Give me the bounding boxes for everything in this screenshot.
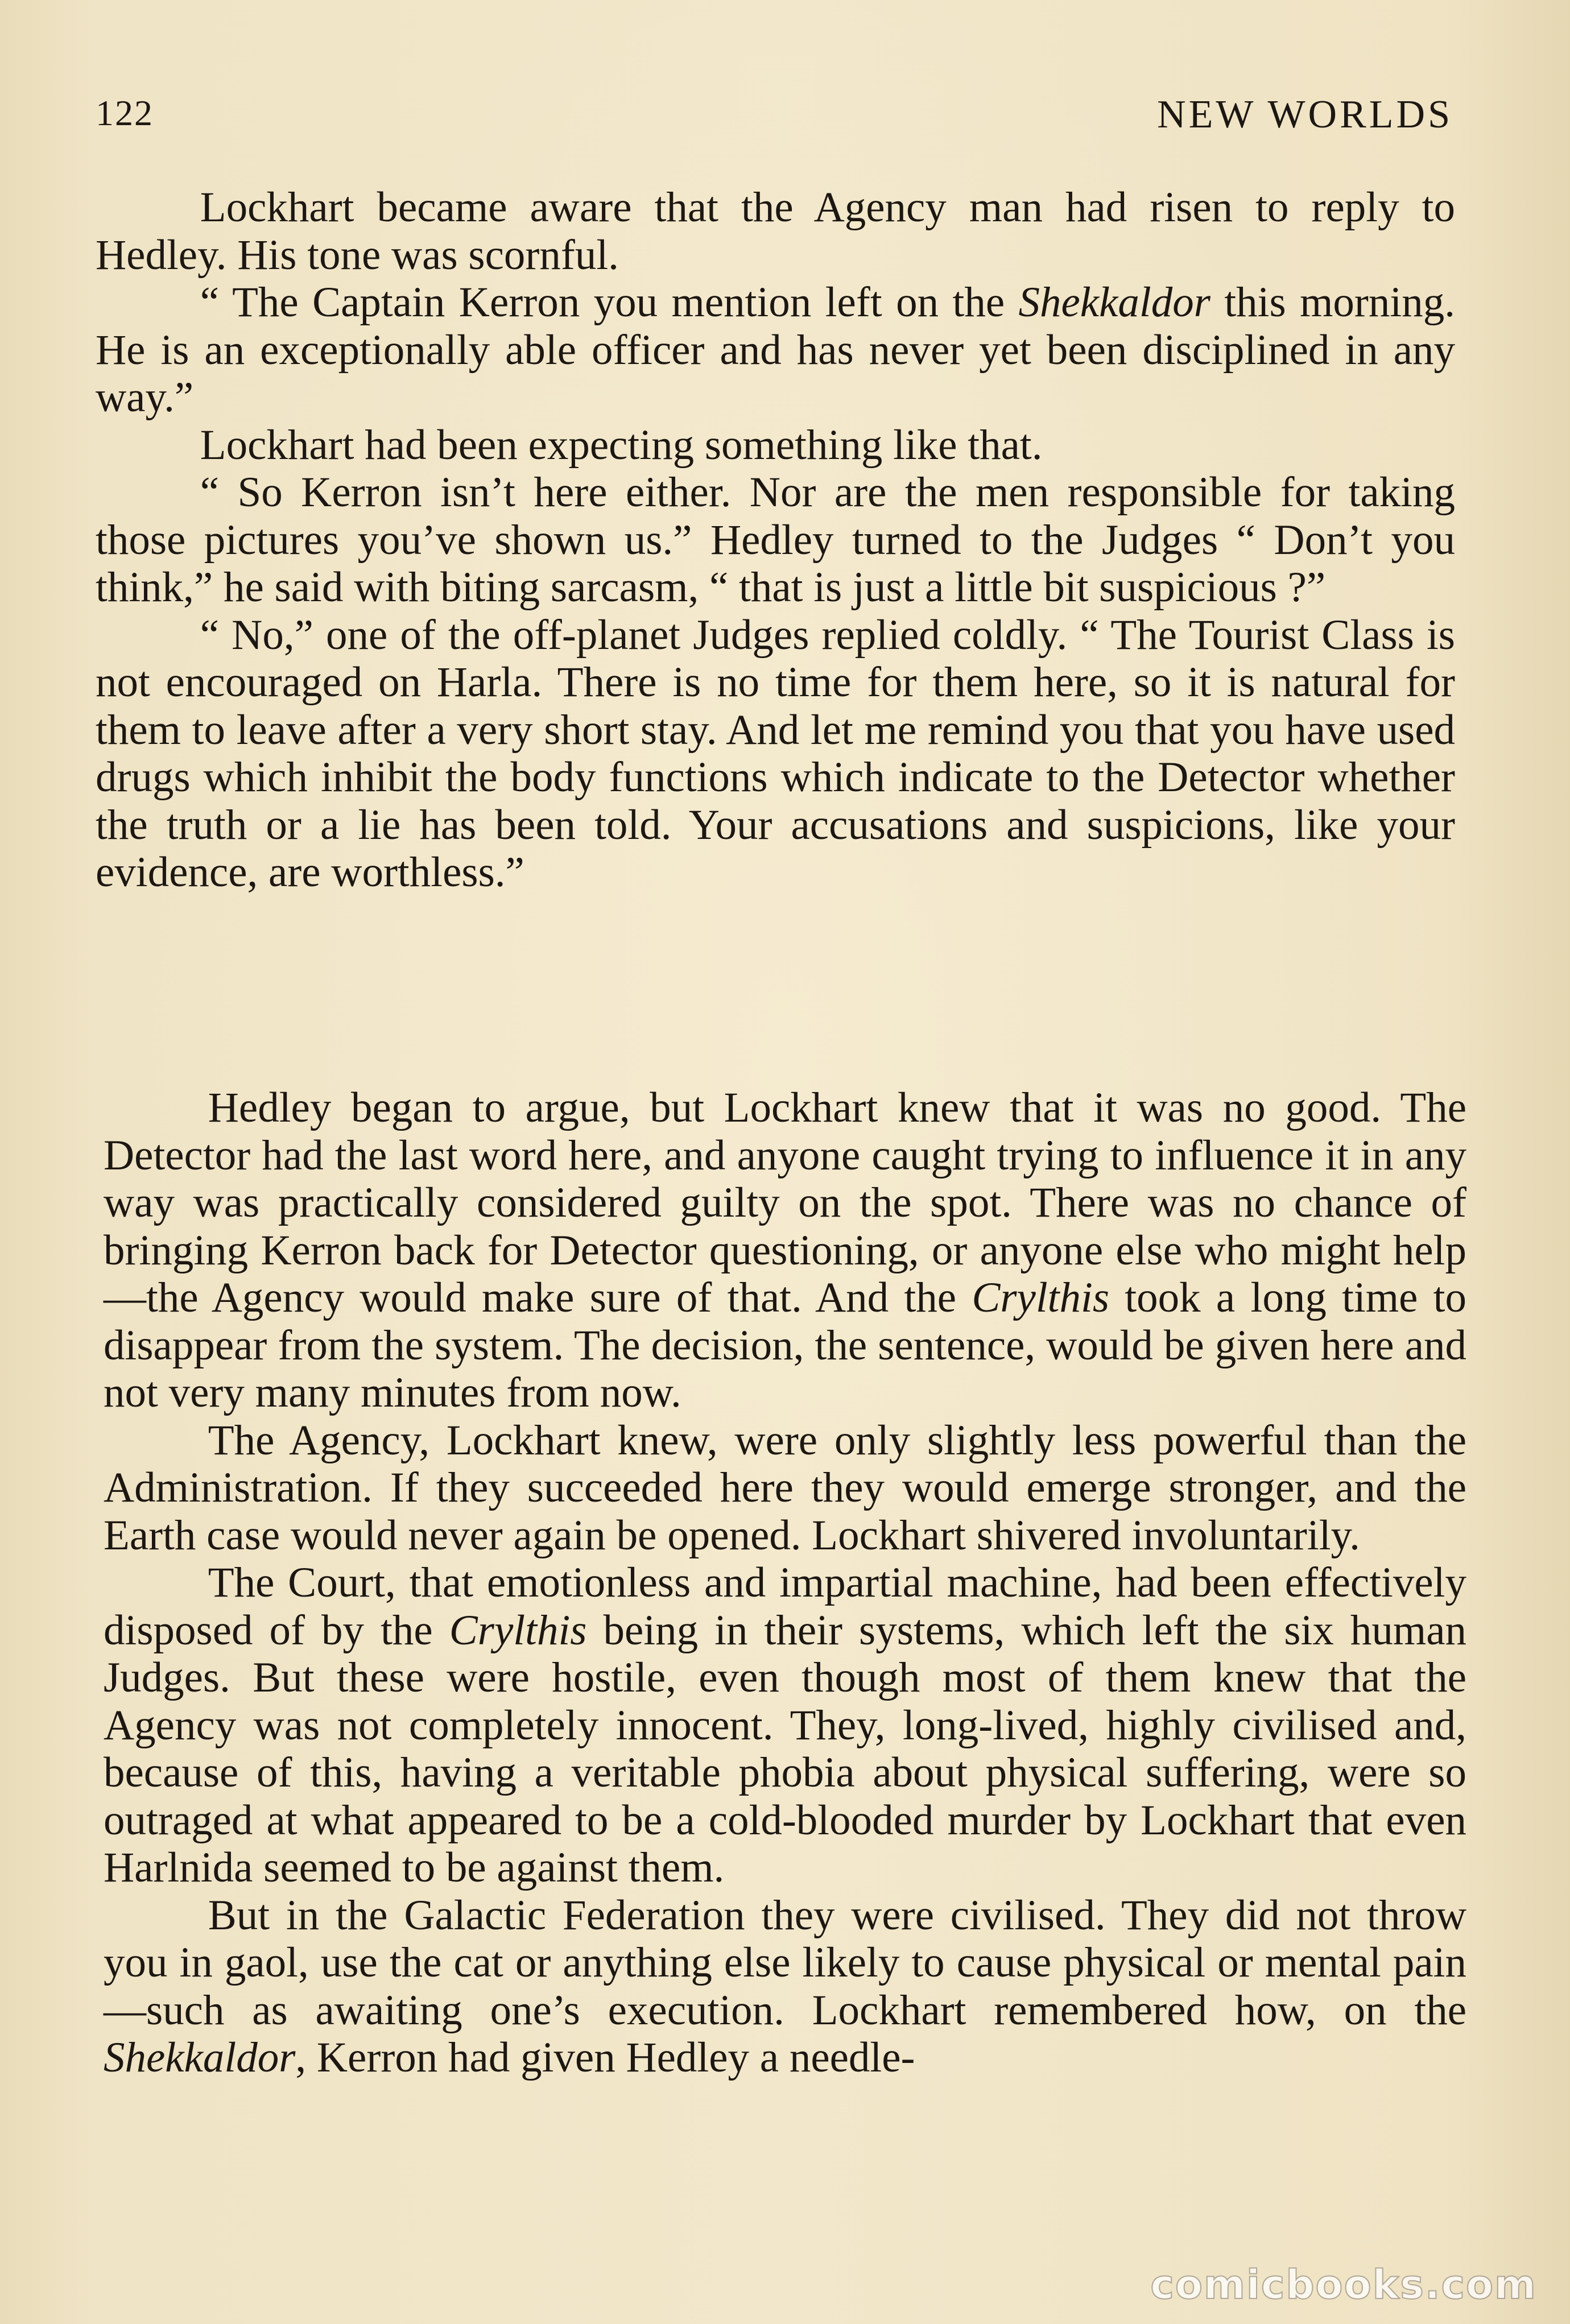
running-title: NEW WORLDS <box>1157 93 1453 137</box>
paragraph <box>96 611 1455 896</box>
body-text-section-2 <box>104 1084 1466 2082</box>
italic-text: Crylthis <box>972 1274 1110 1321</box>
text-run: , Kerron had given Hedley a needle- <box>295 2034 915 2081</box>
paragraph <box>104 1417 1466 1560</box>
paragraph <box>96 421 1455 469</box>
italic-text: Shekkaldor <box>104 2034 296 2081</box>
text-run: The Agency, Lockhart knew, were only slightly less powerful than the Administration. If they succeeded here they would emerge stronger, and the Earth case would never again be opened. Lockhart shivered involuntarily. <box>104 1416 1466 1559</box>
text-run: “ The Captain Kerron you mention left on the <box>200 279 1019 326</box>
paragraph <box>104 1559 1466 1892</box>
paragraph <box>104 1084 1466 1417</box>
text-run: took a long time to disappear from the system. The decision, the sentence, would be given here and not very many minutes from now. <box>104 1274 1466 1416</box>
paragraph <box>96 184 1455 279</box>
text-run: But in the Galactic Federation they were civilised. They did not throw you in gaol, use the cat or anything else likely to cause physical or mental pain—such as awaiting one’s execution. Lockhart remembered how, on the <box>104 1891 1466 2034</box>
watermark-logo: comicbooks.com <box>1150 2261 1537 2308</box>
text-run: being in their systems, which left the six human Judges. But these were hostile, even though most of them knew that the Agency was not completely innocent. They, long-lived, highly civilised and, because of this, having a veritable phobia about physical suffering, were so outraged at what appeared to be a cold-blooded murder by Lockhart that even Harlnida seemed to be against them. <box>104 1606 1466 1891</box>
body-text-section-1 <box>96 184 1455 896</box>
text-run: Lockhart had been expecting something like that. <box>200 421 1043 469</box>
text-run: “ So Kerron isn’t here either. Nor are the men responsible for taking those pictures you’ve shown us.” Hedley turned to the Judges “ Don’t you think,” he said with biting sarcasm, “ that is just a little bit suspicious ?” <box>96 469 1455 611</box>
italic-text: Crylthis <box>449 1606 587 1654</box>
text-run: this morning. He is an exceptionally able officer and has never yet been disciplined in any way.” <box>96 279 1455 421</box>
paragraph <box>104 1892 1466 2082</box>
paragraph <box>96 279 1455 421</box>
text-run: Hedley began to argue, but Lockhart knew that it was no good. The Detector had the last word here, and anyone caught trying to influence it in any way was practically considered guilty on the spot. There was no chance of bringing Kerron back for Detector questioning, or anyone else who might help—the Agency would make sure of that. And the <box>104 1084 1466 1321</box>
italic-text: Shekkaldor <box>1018 279 1210 326</box>
paragraph <box>96 469 1455 611</box>
text-run: Lockhart became aware that the Agency man had risen to reply to Hedley. His tone was scornful. <box>96 184 1455 279</box>
page-number: 122 <box>96 93 154 133</box>
text-run: The Court, that emotionless and impartial machine, had been effectively disposed of by the <box>104 1559 1466 1654</box>
text-run: “ No,” one of the off-planet Judges replied coldly. “ The Tourist Class is not encouraged on Harla. There is no time for them here, so it is natural for them to leave after a very short stay. And let me remind you that you have used drugs which inhibit the body functions which indicate to the Detector whether the truth or a lie has been told. Your accusations and suspicions, like your evidence, are worthless.” <box>96 611 1455 896</box>
running-head <box>96 85 1453 148</box>
